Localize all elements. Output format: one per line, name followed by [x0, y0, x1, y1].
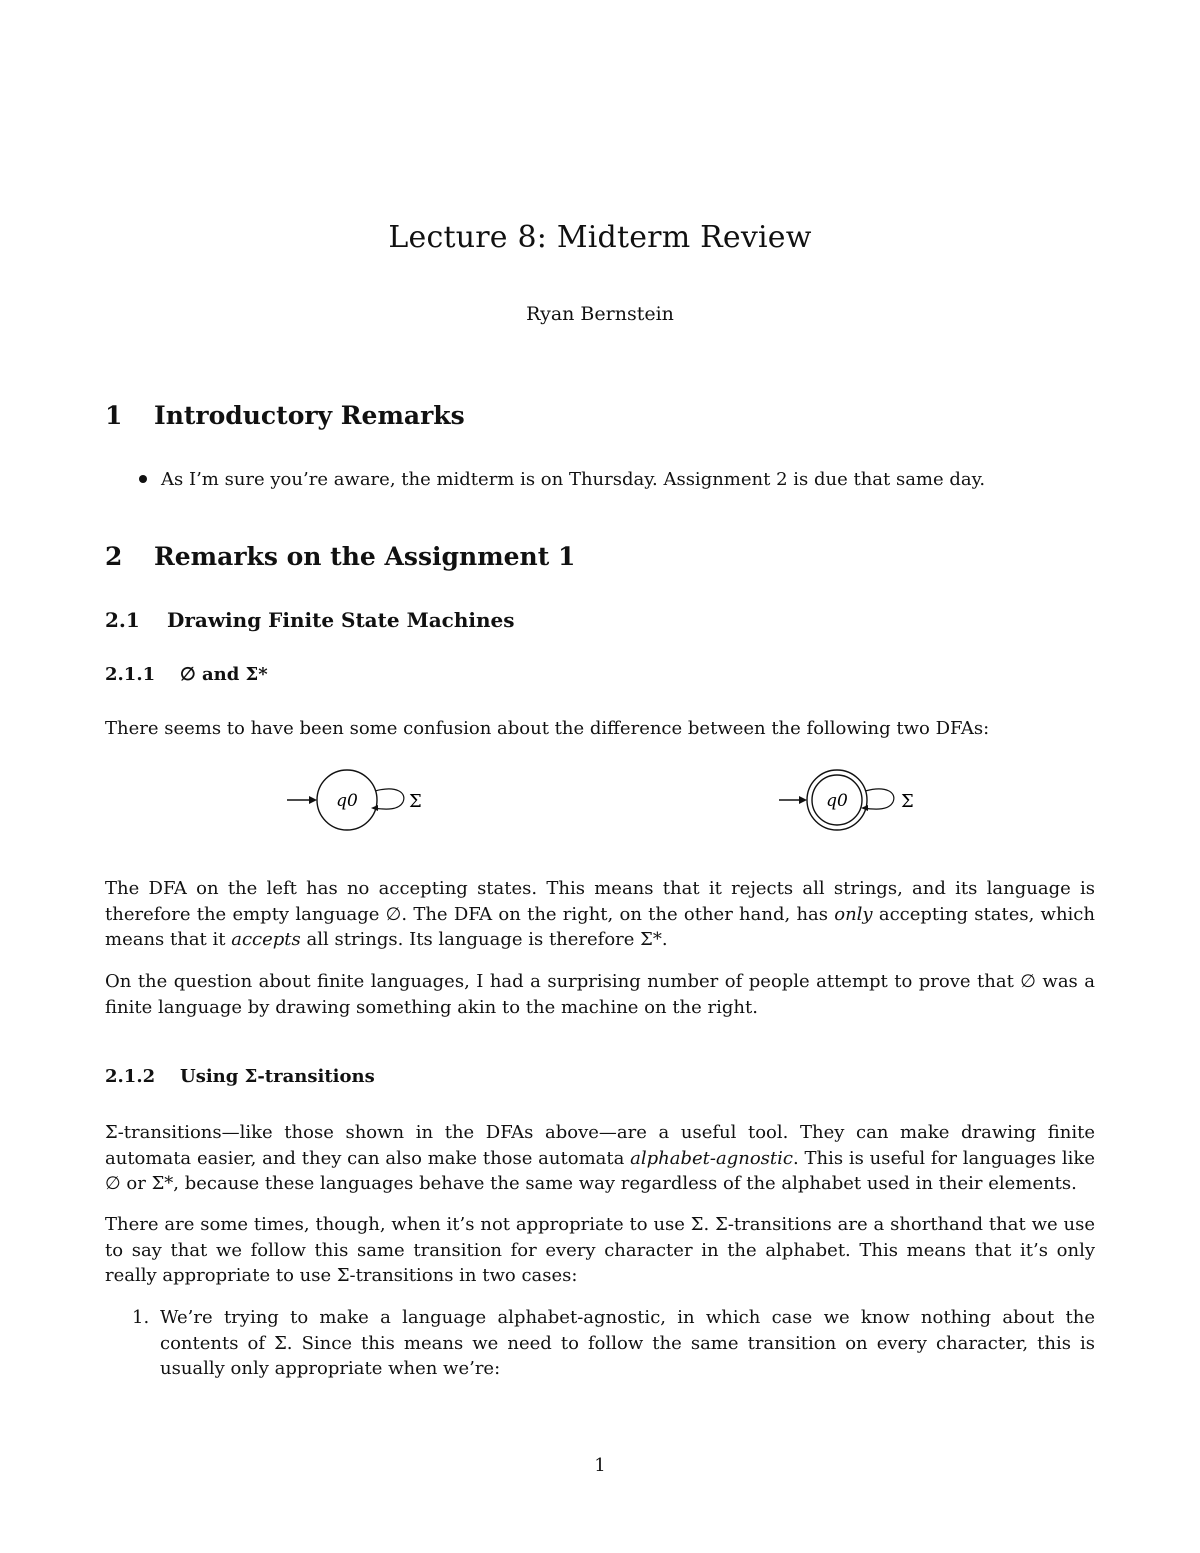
subsubsection-heading-2-1-2	[105, 1066, 375, 1087]
document-author: Ryan Bernstein	[526, 303, 674, 325]
section-number: 2	[105, 542, 123, 571]
subsection-title: Drawing Finite State Machines	[167, 608, 515, 632]
start-arrow-head-icon	[309, 796, 317, 804]
paragraph-dfa-intro: There seems to have been some confusion about the difference between the following two DFAs:	[105, 718, 990, 739]
paragraph-dfa-explanation	[105, 876, 1095, 953]
self-loop-label: Σ	[409, 791, 422, 812]
paragraph-text: . This is useful for languages like ∅ or Σ*, because these languages behave the same way regardless of the alphabet used in their elements.	[105, 1147, 1095, 1194]
subsubsection-heading-2-1-1	[105, 664, 268, 685]
subsection-heading-2-1	[105, 608, 515, 632]
page-number: 1	[594, 1455, 606, 1476]
section-number: 1	[105, 401, 123, 430]
emphasis-text: only	[834, 903, 873, 925]
section-title: Introductory Remarks	[154, 401, 465, 430]
self-loop-arrow-head-icon	[861, 805, 868, 811]
start-arrow-head-icon	[799, 796, 807, 804]
paragraph-text: all strings. Its language is therefore Σ*.	[300, 929, 668, 950]
emphasis-text: alphabet-agnostic	[630, 1147, 793, 1169]
state-label: q0	[336, 791, 358, 811]
paragraph-finite-languages: On the question about finite languages, I had a surprising number of people attempt to prove that ∅ was a finite language by drawing something akin to the machine on the right.	[105, 971, 1095, 1018]
paragraph-sigma-appropriate: There are some times, though, when it’s not appropriate to use Σ. Σ-transitions are a shorthand that we use to say that we follow this same transition for every character in the alphabet. This means that it’s only really appropriate to use Σ-transitions in two cases:	[105, 1214, 1095, 1286]
subsubsection-title: Using Σ-transitions	[180, 1066, 375, 1087]
paragraph-text: accepting states, which means that it	[105, 903, 1095, 950]
enumerated-item-text: We’re trying to make a language alphabet-agnostic, in which case we know nothing about the contents of Σ. Since this means we need to follow the same transition on every character, this is usually only appropriate when we’re:	[160, 1307, 1095, 1379]
bullet-icon	[139, 475, 147, 483]
subsubsection-number: 2.1.1	[105, 664, 156, 685]
subsection-number: 2.1	[105, 608, 140, 632]
self-loop-label: Σ	[901, 791, 914, 812]
section-title: Remarks on the Assignment 1	[154, 542, 576, 571]
subsubsection-number: 2.1.2	[105, 1066, 156, 1087]
section-heading-1	[105, 401, 465, 430]
paragraph-sigma-transitions	[105, 1120, 1095, 1197]
paragraph-text: Σ-transitions—like those shown in the DFAs above—are a useful tool. They can make drawing finite automata easier, and they can also make those automata	[105, 1122, 1095, 1169]
state-label: q0	[826, 791, 848, 811]
enumerated-item-number: 1.	[132, 1307, 150, 1328]
section-heading-2	[105, 542, 575, 571]
dfa-diagram-empty-language	[285, 765, 525, 840]
document-title: Lecture 8: Midterm Review	[388, 220, 812, 255]
dfa-diagram-sigma-star	[777, 765, 1017, 840]
enumerated-list-item	[105, 1305, 1095, 1382]
self-loop-arrow-head-icon	[371, 805, 378, 811]
bullet-text: As I’m sure you’re aware, the midterm is on Thursday. Assignment 2 is due that same day.	[161, 469, 986, 490]
paragraph-text: The DFA on the left has no accepting states. This means that it rejects all strings, and its language is therefore the empty language ∅. The DFA on the right, on the other hand, has	[105, 878, 1095, 925]
emphasis-text: accepts	[231, 929, 301, 950]
bullet-list-item	[105, 467, 1095, 493]
subsubsection-title: ∅ and Σ*	[180, 664, 268, 685]
